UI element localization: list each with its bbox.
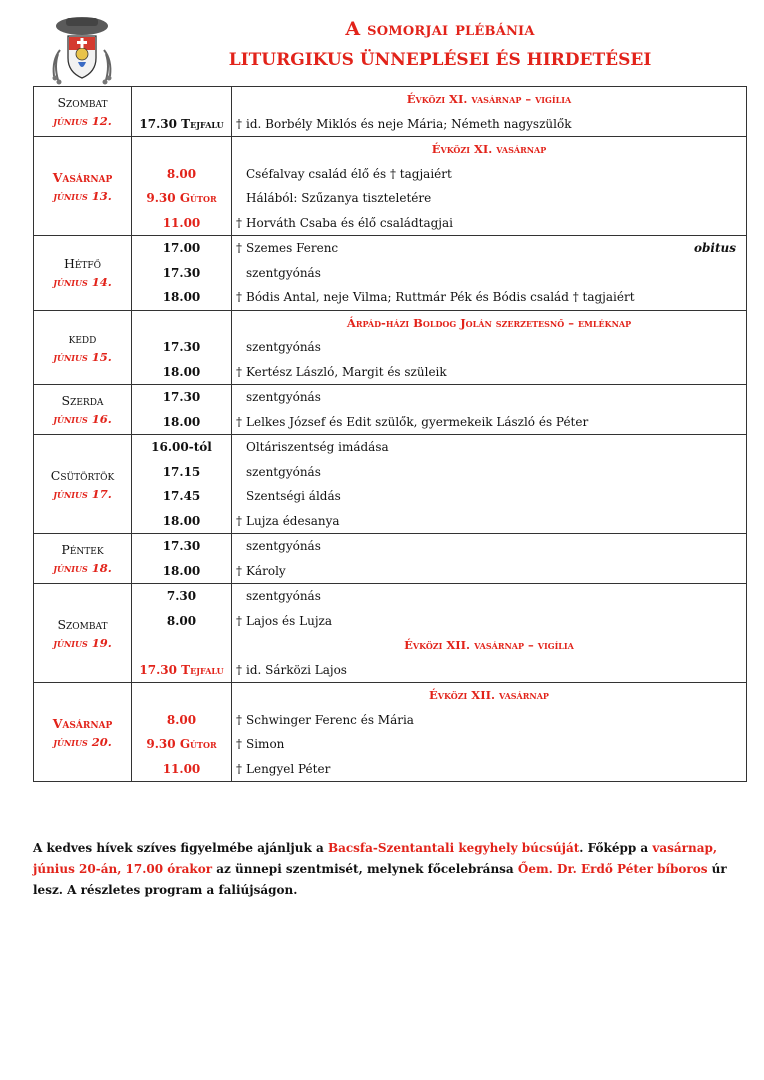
time-cell <box>132 385 232 435</box>
intention-line <box>232 261 746 286</box>
day-row <box>34 385 747 435</box>
mass-time: 18.00 <box>162 513 201 528</box>
intention-text: Károly <box>246 563 286 578</box>
mass-time: 17.30 <box>139 662 177 677</box>
intention-line <box>232 509 746 534</box>
mass-time: 18.00 <box>162 290 201 304</box>
time-slot <box>132 87 231 112</box>
intention-line <box>232 285 746 310</box>
intention-line <box>232 410 746 435</box>
mass-time: 18.00 <box>162 414 201 429</box>
day-cell <box>34 87 132 137</box>
intention-line <box>232 360 746 385</box>
cross-icon: † <box>236 116 242 131</box>
time-slot <box>132 633 231 658</box>
time-slot <box>132 162 231 187</box>
time-slot <box>132 559 231 584</box>
time-slot <box>132 658 231 683</box>
day-date: június 17. <box>53 486 112 501</box>
day-date: június 15. <box>53 349 112 364</box>
mass-time: 8.00 <box>166 613 197 628</box>
day-name: Szombat <box>57 95 108 110</box>
intention-cell <box>232 683 747 782</box>
mass-time: 11.00 <box>162 215 201 230</box>
obitus-note: obitus <box>694 241 736 255</box>
feast-heading: Évközi XII. vasárnap <box>429 688 549 702</box>
intention-text: Lujza édesanya <box>246 513 340 528</box>
time-cell <box>132 310 232 385</box>
time-slot <box>132 683 231 708</box>
day-row <box>34 683 747 782</box>
time-slot <box>132 335 231 360</box>
mass-location: Gútor <box>179 737 217 751</box>
time-slot <box>132 609 231 634</box>
intention-cell <box>232 435 747 534</box>
cross-icon: † <box>236 712 242 727</box>
intention-line <box>232 559 746 584</box>
cross-icon: † <box>236 414 242 429</box>
cross-icon: † <box>236 761 242 776</box>
cross-icon: † <box>236 737 242 751</box>
time-slot <box>132 732 231 757</box>
mass-time: 17.30 <box>139 116 177 131</box>
day-name: Vasárnap <box>52 169 113 185</box>
time-slot <box>132 360 231 385</box>
time-slot <box>132 236 231 261</box>
mass-time: 8.00 <box>166 166 197 181</box>
time-slot <box>132 112 231 137</box>
time-cell <box>132 584 232 683</box>
schedule-table <box>33 86 747 782</box>
day-name: Szombat <box>57 616 108 632</box>
intention-line <box>232 335 746 360</box>
mass-time: 9.30 <box>146 191 176 205</box>
page-title: A somorjai plébánia <box>345 18 535 40</box>
intention-text: Cséfalvay család élő és † tagjaiért <box>246 166 452 181</box>
intention-line <box>232 484 746 509</box>
intention-text: Kertész László, Margit és szüleik <box>246 364 447 379</box>
mass-time: 17.15 <box>162 464 201 479</box>
mass-time: 17.30 <box>162 340 201 354</box>
notice-date: vasárnap, június 20-án, 17.00 órakor <box>33 841 718 876</box>
intention-text: Oltáriszentség imádása <box>246 440 389 454</box>
day-row <box>34 584 747 683</box>
day-cell <box>34 435 132 534</box>
cross-icon: † <box>236 290 242 304</box>
mass-location: Tejfalu <box>181 116 224 131</box>
time-slot <box>132 285 231 310</box>
intention-cell <box>232 584 747 683</box>
notice-shrine: Bacsfa-Szentantali kegyhely búcsúját <box>327 841 580 855</box>
intention-line <box>232 609 746 634</box>
mass-location: Gútor <box>179 191 217 205</box>
mass-time: 7.30 <box>166 589 197 603</box>
intention-line <box>232 435 746 460</box>
time-slot <box>132 484 231 509</box>
mass-time: 17.30 <box>162 265 201 280</box>
day-date: június 20. <box>53 734 112 749</box>
cross-icon: † <box>236 364 242 379</box>
cross-icon: † <box>236 215 242 230</box>
intention-text: szentgyónás <box>246 464 321 479</box>
day-date: június 16. <box>53 412 112 426</box>
intention-text: szentgyónás <box>246 589 321 603</box>
mass-time: 17.30 <box>162 390 201 404</box>
day-date: június 18. <box>53 561 112 575</box>
feast-heading: Évközi XI. vasárnap – vigília <box>406 92 572 106</box>
mass-time: 18.00 <box>162 364 201 379</box>
time-slot <box>132 534 231 559</box>
time-slot <box>132 137 231 162</box>
cross-icon: † <box>236 513 242 528</box>
notice-celebrant: Őem. Dr. Erdő Péter bíboros <box>517 862 708 876</box>
day-date: június 19. <box>53 635 112 650</box>
intention-text: szentgyónás <box>246 265 321 280</box>
intention-text: Hálából: Szűzanya tiszteletére <box>246 191 432 205</box>
intention-text: Szemes Ferenc <box>246 241 339 255</box>
day-row <box>34 137 747 236</box>
intention-cell <box>232 534 747 584</box>
time-slot <box>132 186 231 211</box>
intention-text: id. Borbély Miklós és neje Mária; Németh nagyszülők <box>246 116 572 131</box>
time-slot <box>132 211 231 236</box>
mass-time: 8.00 <box>166 712 197 727</box>
time-slot <box>132 509 231 534</box>
intention-line <box>232 162 746 187</box>
intention-text: Lajos és Lujza <box>246 613 333 628</box>
time-cell <box>132 137 232 236</box>
time-slot <box>132 584 231 609</box>
day-date: június 13. <box>53 188 112 203</box>
mass-time: 9.30 <box>146 737 176 751</box>
time-slot <box>132 435 231 460</box>
intention-cell <box>232 310 747 385</box>
notice-text: az ünnepi szentmisét, melynek főcelebránsa <box>212 862 518 876</box>
time-slot <box>132 708 231 733</box>
intention-line <box>232 460 746 485</box>
day-name: Vasárnap <box>52 715 113 731</box>
day-name: Csütörtök <box>50 467 115 483</box>
intention-line <box>232 732 746 757</box>
mass-time: 17.30 <box>162 539 201 553</box>
feast-heading: Évközi XI. vasárnap <box>431 142 547 156</box>
cross-icon: † <box>236 241 242 255</box>
day-date: június 14. <box>53 275 112 290</box>
time-slot <box>132 385 231 410</box>
intention-line <box>232 236 746 261</box>
intention-line <box>232 112 746 137</box>
parish-coat-of-arms-icon <box>44 10 120 86</box>
notice-text: úr lesz. A részletes program a faliújságon. <box>33 862 727 897</box>
notice-text: A kedves hívek szíves figyelmébe ajánljuk a <box>33 841 328 855</box>
intention-cell <box>232 385 747 435</box>
intention-line <box>232 534 746 559</box>
intention-line <box>232 584 746 609</box>
intention-text: Horváth Csaba és élő családtagjai <box>246 215 453 230</box>
day-name: Hétfő <box>63 256 102 272</box>
cross-icon: † <box>236 662 242 677</box>
intention-text: Lengyel Péter <box>246 761 331 776</box>
day-cell <box>34 236 132 311</box>
intention-line <box>232 658 746 683</box>
day-name: Szerda <box>61 393 104 408</box>
intention-line <box>232 211 746 236</box>
day-cell <box>34 683 132 782</box>
mass-time: 16.00-tól <box>151 440 212 454</box>
mass-time: 18.00 <box>162 563 201 578</box>
feast-heading: Évközi XII. vasárnap – vigília <box>404 638 574 652</box>
intention-text: Lelkes József és Edit szülők, gyermekeik László és Péter <box>246 414 589 429</box>
page-subtitle: LITURGIKUS ÜNNEPLÉSEI ÉS HIRDETÉSEI <box>228 50 652 70</box>
day-cell <box>34 310 132 385</box>
day-name: kedd <box>68 330 97 346</box>
intention-cell <box>232 87 747 137</box>
notice-paragraph <box>33 838 747 901</box>
time-slot <box>132 311 231 336</box>
day-date: június 12. <box>53 114 112 128</box>
intention-text: szentgyónás <box>246 390 321 404</box>
notice-text: . Főképp a <box>579 841 653 855</box>
day-row <box>34 87 747 137</box>
day-cell <box>34 584 132 683</box>
cross-icon: † <box>236 613 242 628</box>
intention-text: szentgyónás <box>246 539 321 553</box>
intention-line <box>232 708 746 733</box>
time-cell <box>132 683 232 782</box>
time-cell <box>132 435 232 534</box>
intention-text: Bódis Antal, neje Vilma; Ruttmár Pék és Bódis család † tagjaiért <box>246 290 635 304</box>
day-cell <box>34 137 132 236</box>
time-cell <box>132 534 232 584</box>
feast-heading: Árpád-házi Boldog Jolán szerzetesnő – emléknap <box>346 315 632 330</box>
day-cell <box>34 385 132 435</box>
day-row <box>34 310 747 385</box>
intention-cell <box>232 236 747 311</box>
intention-text: Szentségi áldás <box>246 489 341 503</box>
time-cell <box>132 87 232 137</box>
intention-text: Schwinger Ferenc és Mária <box>246 712 414 727</box>
intention-text: id. Sárközi Lajos <box>246 662 347 677</box>
time-slot <box>132 410 231 435</box>
day-cell <box>34 534 132 584</box>
intention-text: szentgyónás <box>246 340 321 354</box>
time-slot <box>132 460 231 485</box>
day-row <box>34 435 747 534</box>
mass-time: 17.45 <box>162 489 201 503</box>
intention-cell <box>232 137 747 236</box>
cross-icon: † <box>236 563 242 578</box>
intention-text: Simon <box>246 737 285 751</box>
mass-time: 17.00 <box>162 241 201 255</box>
intention-line <box>232 757 746 782</box>
intention-line <box>232 186 746 211</box>
time-cell <box>132 236 232 311</box>
day-name: Péntek <box>61 542 104 557</box>
intention-line <box>232 385 746 410</box>
day-row <box>34 236 747 311</box>
day-row <box>34 534 747 584</box>
mass-location: Tejfalu <box>181 662 224 677</box>
time-slot <box>132 261 231 286</box>
mass-time: 11.00 <box>162 761 201 776</box>
time-slot <box>132 757 231 782</box>
